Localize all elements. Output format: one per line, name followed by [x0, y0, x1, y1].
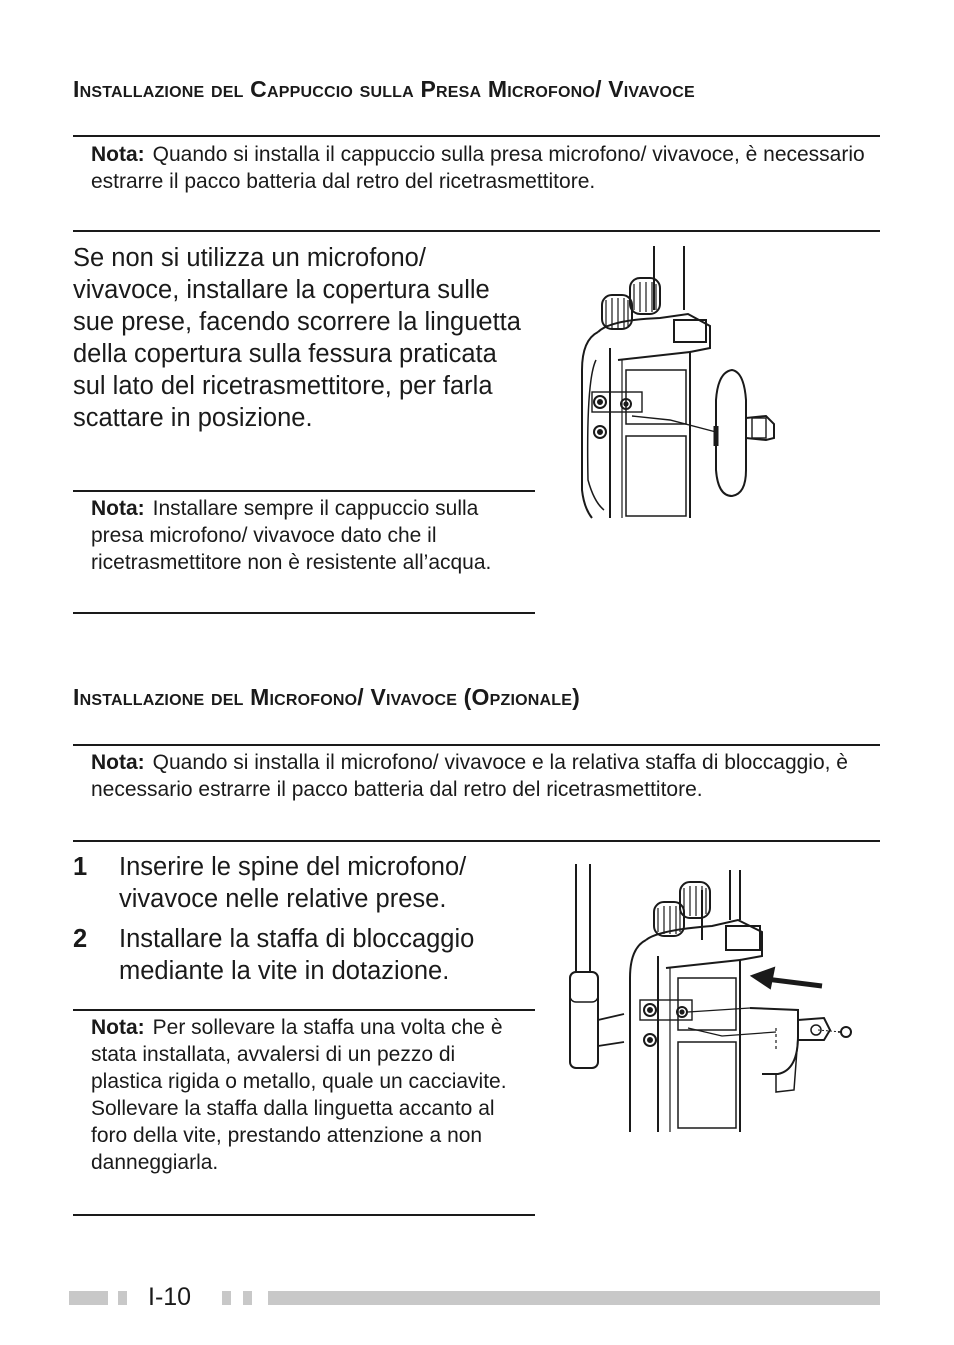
radio-mic-illustration: [562, 860, 862, 1140]
divider: [73, 490, 535, 492]
step-number: 2: [73, 925, 88, 953]
step-text: Inserire le spine del microfono/ vivavoce nelle relative prese.: [119, 853, 467, 913]
divider: [73, 612, 535, 614]
divider: [73, 1214, 535, 1216]
note-label: Nota:: [91, 143, 145, 166]
footer-bar: [268, 1291, 880, 1305]
note-text: Per sollevare la staffa una volta che è stata installata, avvalersi di un pezzo di plastica rigida o metallo, quale un cacciavite. Sollevare la staffa dalla linguetta accanto al foro della vite, prestando attenzione a non danneggiarla.: [91, 1016, 507, 1174]
divider: [73, 744, 880, 746]
radio-cap-illustration: [570, 240, 790, 525]
footer-bar: [118, 1291, 127, 1305]
note-label: Nota:: [91, 497, 145, 520]
divider: [73, 230, 880, 232]
body-paragraph: Se non si utilizza un microfono/ vivavoce, installare la copertura sulle sue prese, facendo scorrere la linguetta della copertura sulla fessura praticata sul lato del ricetrasmettitore, per farla scattare in posizione.: [73, 244, 521, 432]
step-item: [73, 923, 523, 987]
footer-bar: [69, 1291, 108, 1305]
divider: [73, 135, 880, 137]
section-heading-mic: Installazione del Microfono/ Vivavoce (Opzionale): [73, 684, 580, 710]
step-text: Installare la staffa di bloccaggio mediante la vite in dotazione.: [119, 925, 475, 985]
step-number: 1: [73, 853, 88, 881]
footer-bar: [222, 1291, 231, 1305]
step-item: [73, 851, 523, 915]
footer-bar: [243, 1291, 252, 1305]
note-box: [91, 141, 871, 195]
note-text: Quando si installa il microfono/ vivavoce e la relativa staffa di bloccaggio, è necessario estrarre il pacco batteria dal retro del ricetrasmettitore.: [91, 751, 848, 801]
note-text: Quando si installa il cappuccio sulla presa microfono/ vivavoce, è necessario estrarre il pacco batteria dal retro del ricetrasmettitore.: [91, 143, 865, 193]
divider: [73, 1009, 535, 1011]
note-label: Nota:: [91, 751, 145, 774]
note-text: Installare sempre il cappuccio sulla presa microfono/ vivavoce dato che il ricetrasmettitore non è resistente all’acqua.: [91, 497, 492, 574]
note-box: [91, 1014, 531, 1176]
note-box: [91, 495, 521, 576]
divider: [73, 840, 880, 842]
section-heading-cap: Installazione del Cappuccio sulla Presa Microfono/ Vivavoce: [73, 76, 695, 102]
note-box: [91, 749, 871, 803]
page-number: I-10: [148, 1283, 192, 1311]
note-label: Nota:: [91, 1016, 145, 1039]
